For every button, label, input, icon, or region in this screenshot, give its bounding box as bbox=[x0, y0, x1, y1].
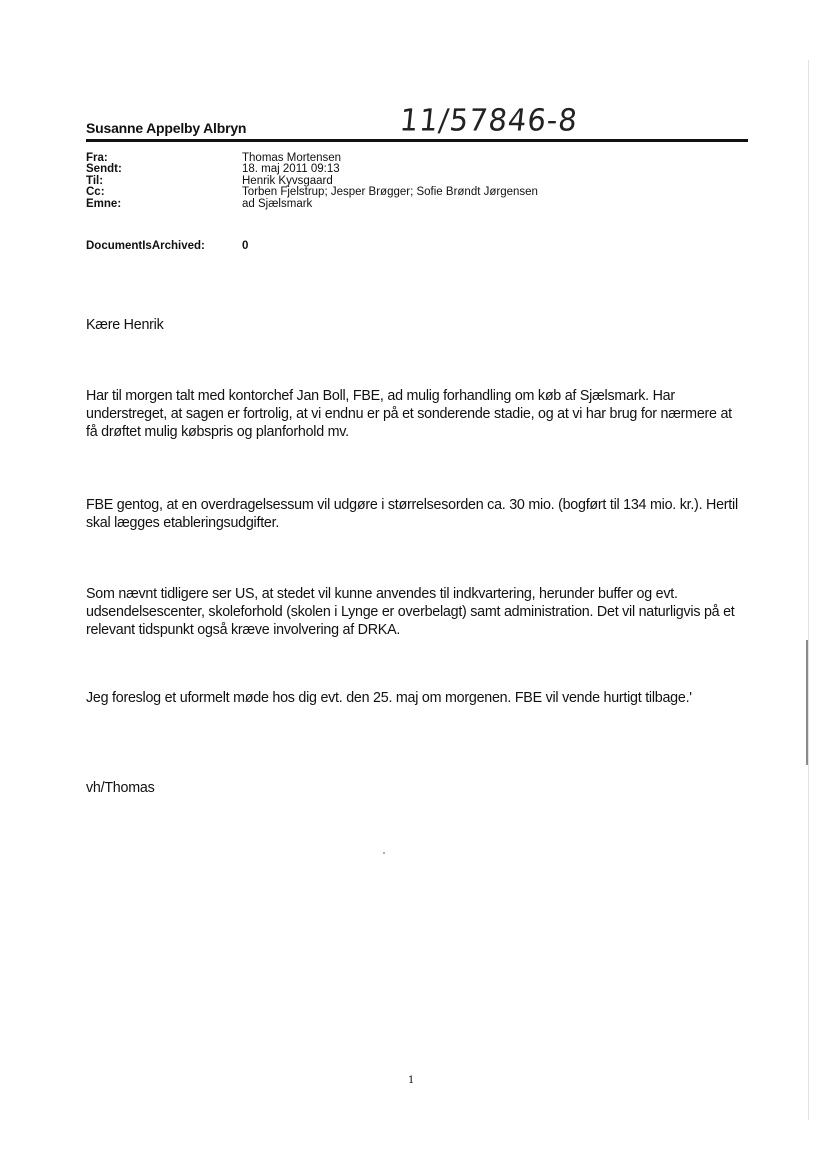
header-value: Thomas Mortensen bbox=[242, 152, 342, 164]
header-rule bbox=[86, 139, 748, 142]
header-sent bbox=[86, 164, 706, 175]
email-header-block bbox=[86, 153, 706, 210]
header-subject bbox=[86, 199, 706, 210]
header-label: Fra: bbox=[86, 152, 108, 164]
letter-signature: vh/Thomas bbox=[86, 780, 155, 796]
header-label: Emne: bbox=[86, 197, 122, 210]
archived-value: 0 bbox=[242, 240, 249, 252]
page-number: 1 bbox=[408, 1075, 415, 1086]
header-label: Til: bbox=[86, 174, 104, 187]
letter-paragraph: Som nævnt tidligere ser US, at stedet vil kunne anvendes til indkvartering, herunder buffer og evt. udsendelsescenter, skoleforhold (skolen i Lynge er overbelagt) samt administration. Det vil naturligvis på et relevant tidspunkt også kræve involvering af DRKA. bbox=[86, 586, 735, 638]
archived-label: DocumentIsArchived: bbox=[86, 240, 205, 252]
header-value: Henrik Kyvsgaard bbox=[242, 174, 333, 187]
header-value: ad Sjælsmark bbox=[242, 197, 313, 210]
header-value: 18. maj 2011 09:13 bbox=[242, 163, 340, 176]
header-cc bbox=[86, 187, 706, 198]
letter-greeting: Kære Henrik bbox=[86, 317, 164, 333]
header-value: Torben Fjelstrup; Jesper Brøgger; Sofie Brøndt Jørgensen bbox=[242, 186, 538, 199]
scan-speck bbox=[383, 852, 385, 854]
letter-paragraph: FBE gentog, at en overdragelsessum vil udgøre i størrelsesorden ca. 30 mio. (bogført til 134 mio. kr.). Hertil skal lægges etableringsudgifter. bbox=[86, 497, 738, 531]
mailbox-owner: Susanne Appelby Albryn bbox=[86, 120, 247, 136]
letter-paragraph: Jeg foreslog et uformelt møde hos dig evt. den 25. maj om morgenen. FBE vil vende hurtigt tilbage.' bbox=[86, 690, 692, 706]
header-label: Sendt: bbox=[86, 163, 122, 176]
archived-field bbox=[86, 240, 248, 252]
header-label: Cc: bbox=[86, 186, 105, 199]
header-from bbox=[86, 153, 706, 164]
scan-edge-line bbox=[808, 60, 809, 1120]
scan-artifact-mark bbox=[806, 640, 808, 765]
letter-paragraph: Har til morgen talt med kontorchef Jan Boll, FBE, ad mulig forhandling om køb af Sjælsmark. Har understreget, at sagen er fortrolig, at vi endnu er på et sonderende stadie, og at vi har brug for nærmere at få drøftet mulig købspris og planforhold mv. bbox=[86, 388, 732, 440]
handwritten-case-number: 11/57846-8 bbox=[398, 102, 580, 138]
